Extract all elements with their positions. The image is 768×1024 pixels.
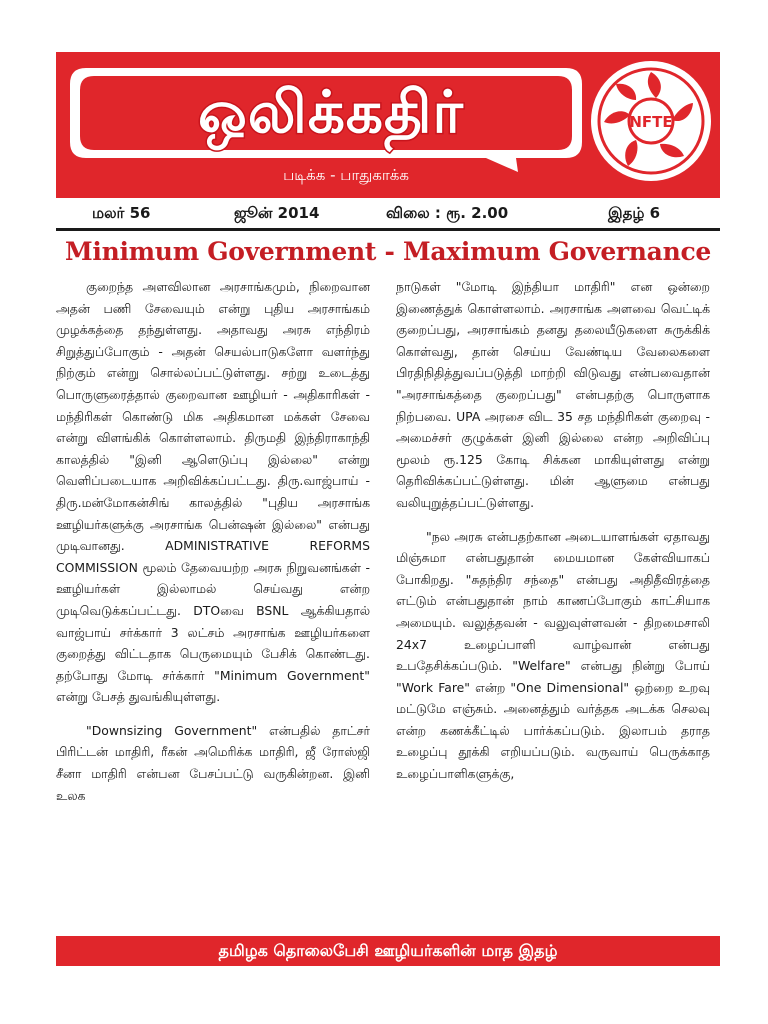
nfte-logo-icon — [588, 58, 714, 184]
issue-info-bar — [56, 198, 720, 231]
masthead — [56, 52, 720, 198]
emblem-text: NFTE — [629, 113, 673, 131]
article-paragraph: "Downsizing Government" என்பதில் தாட்சர் பிரிட்டன் மாதிரி, ரீகன் அமெரிக்க மாதிரி, ஜீ ரோஸ்ஜி சீனா மாதிரி என்பன பேசப்பட்டு வருகின்றன. இனி உலக — [56, 722, 370, 803]
nfte-emblem — [588, 58, 714, 184]
masthead-title: ஒலிக்கதிர் — [198, 78, 464, 146]
title-speech-bubble — [66, 62, 586, 174]
issue-number: இதழ் 6 — [608, 204, 661, 222]
article-paragraph: "நல அரசு என்பதற்கான அடையாளங்கள் ஏதாவது மிஞ்சுமா என்பதுதான் மையமான கேள்வியாகப் போகிறது. "சுதந்திர சந்தை" என்பது அதிதீவிரத்தை எட்டும் என்பதுதான் நாம் காணப்போகும் காட்சியாக அமையும். வலுத்தவன் - வலுவுள்ளவன் - திறமைசாலி 24x7 உழைப்பாளி வாழ்வான் என்பது உபதேசிக்கப்படும். "Welfare" என்பது நின்று போய் "Work Fare" என்ற "One Dimensional" ஒற்றை உறவு மட்டுமே எஞ்சும். அனைத்தும் வர்த்தக அடக்க செலவு என்ற கணக்கீட்டில் பார்க்கப்படும். இலாபம் தராத உழைப்பு தூக்கி எறியப்படும். வருவாய் பெருக்காத உழைப்பாளிகளுக்கு, — [396, 528, 710, 782]
article-paragraph: நாடுகள் "மோடி இந்தியா மாதிரி" என ஒன்றை இணைத்துக் கொள்ளலாம். அரசாங்க அளவை வெட்டிக் குறைப்பது, அரசாங்கம் தனது தலையீடுகளை சுருக்கிக் கொள்வது, தான் செய்ய வேண்டிய வேலைகளை பிரதிநிதித்துவப்படுத்தி மாற்றி விடுவது என்பவைதான் "அரசாங்கத்தை குறைப்பது" என்பதற்கு பொருளாக நிற்பவை. UPA அரசை விட 35 சத மந்திரிகள் குறைவு - அமைச்சர் குழுக்கள் இனி இல்லை என்ற அறிவிப்பு மூலம் ரூ.125 கோடி சிக்கன மாகியுள்ளது என்று தெரிவிக்கப்பட்டுள்ளது. மின் ஆளுமை என்பது வலியுறுத்தப்பட்டுள்ளது. — [396, 279, 710, 510]
footer-banner: தமிழக தொலைபேசி ஊழியர்களின் மாத இதழ் — [56, 936, 720, 966]
article-column-left — [56, 276, 370, 926]
issue-volume: மலர் 56 — [92, 204, 151, 222]
article-headline: Minimum Government - Maximum Governance — [65, 237, 711, 266]
issue-price: விலை : ரூ. 2.00 — [386, 204, 509, 222]
article-column-right — [396, 276, 710, 926]
issue-date: ஜூன் 2014 — [234, 204, 320, 222]
article-paragraph: குறைந்த அளவிலான அரசாங்கமும், நிறைவான அதன் பணி சேவையும் என்று புதிய அரசாங்கம் முழக்கத்தை தந்துள்ளது. அதாவது அரசு எந்திரம் சிறுத்துப்போகும் - அதன் செயல்பாடுகளோ வளர்ந்து நிற்கும் என்று சொல்லப்பட்டுள்ளது. சற்று உடைத்து பொருளுரைத்தால் குறைவான ஊழியர் - அதிகாரிகள் - மந்திரிகள் கொண்டு மிக அதிகமான மக்கள் சேவை என்று விளங்கிக் கொள்ளலாம். திருமதி இந்திராகாந்தி காலத்தில் "இனி ஆளெடுப்பு இல்லை" என்று வெளிப்படையாக அறிவிக்கப்பட்டது. திரு.வாஜ்பாய் - திரு.மன்மோகன்சிங் காலத்தில் "புதிய அரசாங்க ஊழியர்களுக்கு அரசாங்க பென்ஷன் இல்லை" என்பது முடிவானது. ADMINISTRATIVE REFORMS COMMISSION மூலம் தேவையற்ற அரசு நிறுவனங்கள் - ஊழியர்கள் இல்லாமல் செய்வது என்ற முடிவெடுக்கப்பட்டது. DTOவை BSNL ஆக்கியதால் வாஜ்பாய் சர்க்கார் 3 லட்சம் அரசாங்க ஊழியர்களை குறைத்து விட்டதாக பெருமையும் பேசிக் கொண்டது. தற்போது மோடி சர்க்கார் "Minimum Government" என்று பேசத் துவங்கியுள்ளது. — [56, 279, 370, 705]
masthead-tagline: படிக்க - பாதுகாக்க — [283, 166, 409, 184]
